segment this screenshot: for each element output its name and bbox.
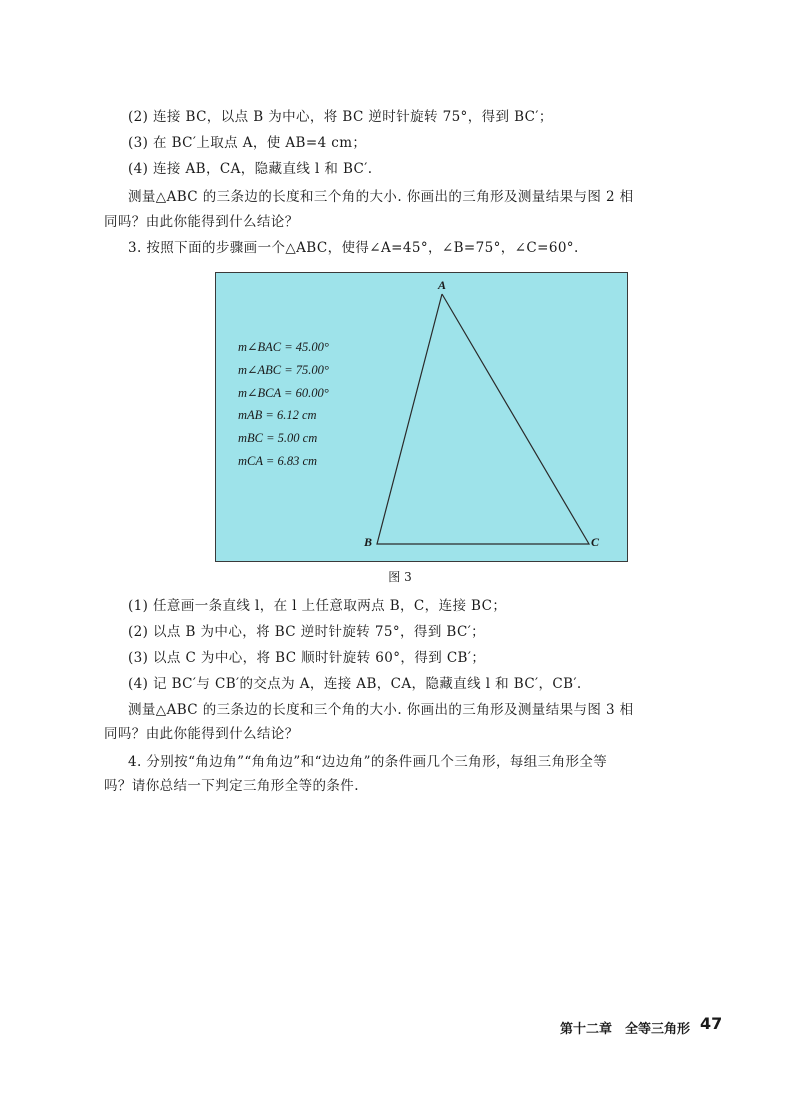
measure-angle-abc: m∠ABC = 75.00°	[238, 363, 329, 377]
triangle-edges	[377, 294, 589, 544]
construct-step-3: (3) 以点 C 为中心，将 BC 顺时针旋转 60°，得到 CB′；	[128, 650, 486, 666]
chapter-title-footer: 第十二章 全等三角形	[560, 1022, 691, 1037]
problem-4-line1: 4. 分别按“角边角”“角角边”和“边边角”的条件画几个三角形，每组三角形全等	[128, 754, 608, 770]
construct-step-1: (1) 任意画一条直线 l，在 l 上任意取两点 B，C，连接 BC；	[128, 598, 507, 614]
paragraph-measure-fig2-line1: 测量△ABC 的三条边的长度和三个角的大小. 你画出的三角形及测量结果与图 2 相	[128, 189, 634, 205]
figure-3-caption: 图 3	[388, 570, 412, 584]
measure-side-ab: mAB = 6.12 cm	[238, 408, 317, 422]
paragraph-measure-fig2-line2: 同吗？由此你能得到什么结论？	[104, 214, 299, 230]
measure-angle-bac: m∠BAC = 45.00°	[238, 340, 329, 354]
step-2-text: (2) 连接 BC，以点 B 为中心，将 BC 逆时针旋转 75°，得到 BC′；	[128, 109, 553, 125]
figure-3-panel	[215, 272, 628, 562]
measure-angle-bca: m∠BCA = 60.00°	[238, 386, 329, 400]
paragraph-measure-fig3-line2: 同吗？由此你能得到什么结论？	[104, 726, 299, 742]
construct-step-4: (4) 记 BC′与 CB′的交点为 A，连接 AB，CA，隐藏直线 l 和 BC′，CB′.	[128, 676, 582, 692]
paragraph-measure-fig3-line1: 测量△ABC 的三条边的长度和三个角的大小. 你画出的三角形及测量结果与图 3 相	[128, 702, 634, 718]
construct-step-2: (2) 以点 B 为中心，将 BC 逆时针旋转 75°，得到 BC′；	[128, 624, 486, 640]
measure-side-bc: mBC = 5.00 cm	[238, 431, 318, 445]
vertex-b-label: B	[364, 535, 373, 549]
vertex-a-label: A	[438, 278, 447, 292]
step-4-text: (4) 连接 AB，CA，隐藏直线 l 和 BC′.	[128, 161, 373, 177]
page-number: 47	[700, 1014, 723, 1033]
problem-4-line2: 吗？请你总结一下判定三角形全等的条件.	[104, 778, 359, 794]
vertex-c-label: C	[591, 535, 600, 549]
step-3-text: (3) 在 BC′上取点 A，使 AB=4 cm；	[128, 135, 367, 151]
problem-3-heading: 3. 按照下面的步骤画一个△ABC，使得∠A=45°，∠B=75°，∠C=60°.	[128, 240, 579, 256]
measure-side-ca: mCA = 6.83 cm	[238, 454, 318, 468]
